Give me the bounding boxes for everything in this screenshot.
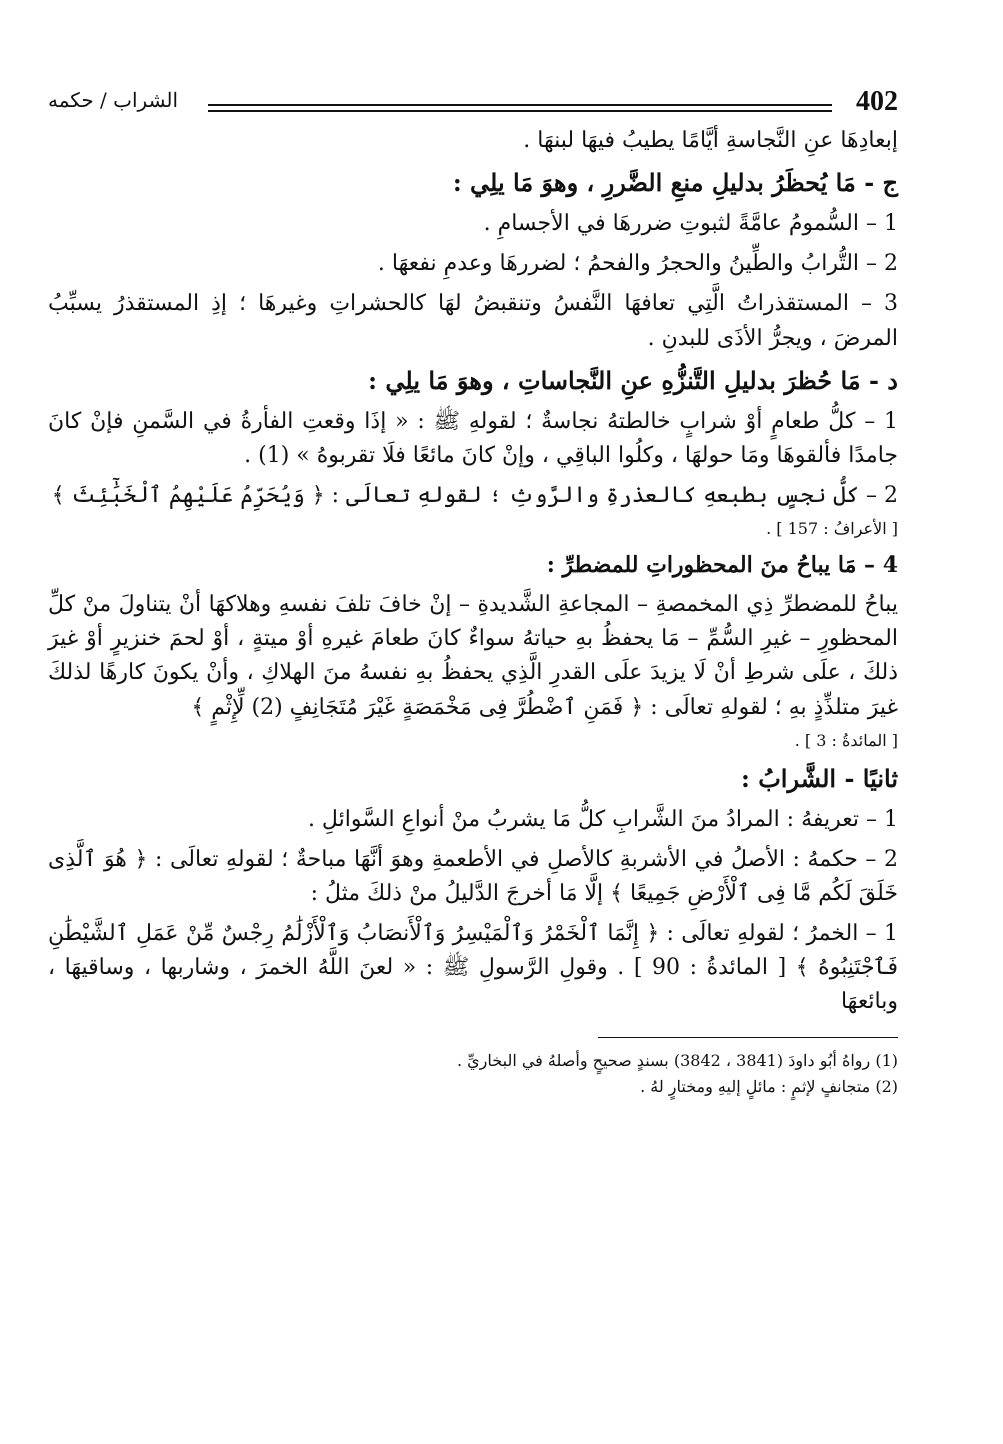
page-number: 402 <box>856 86 898 117</box>
page-body <box>48 124 898 1019</box>
running-head: الشراب / حكمه <box>48 88 179 112</box>
list-item: 1 – السُّمومُ عامَّةً لثبوتِ ضررهَا في الأجسامِ . <box>483 211 898 237</box>
section-heading-drinks: ثانيًا - الشَّرابُ : <box>740 763 898 793</box>
quran-reference: [ المائدةُ : 3 ] . <box>794 730 898 750</box>
list-item: 2 – التُّرابُ والطِّينُ والحجرُ والفحمُ ؛ لضررهَا وعدمِ نفعهَا . <box>377 251 898 277</box>
header-rule <box>208 104 832 112</box>
subsection-heading: 4 – مَا يباحُ منَ المحظوراتِ للمضطرِّ : <box>546 552 898 579</box>
list-item: 2 – كلُّ نجسٍ بطبعهِ كالعذرةِ والرَّوثِ ؛ لقولهِ تعالَى : ﴿ وَيُحَرِّمُ عَلَيْهِمُ ٱلْخَبَٰٓئِثَ ﴾ <box>51 483 898 509</box>
footnote: (1) رواهُ أبُو داودَ (3841 ، 3842) بسندٍ صحيحٍ وأصلهُ في البخاريِّ . <box>456 1051 898 1071</box>
footnote-separator <box>598 1037 898 1038</box>
section-heading-d: د - مَا حُظرَ بدليلِ التَّنزُّهِ عنِ النَّجاساتِ ، وهوَ مَا يلِي : <box>368 365 898 395</box>
quran-reference: [ الأعرافُ : 157 ] . <box>766 519 898 539</box>
list-item: 1 – الخمرُ ؛ لقولهِ تعالَى : ﴿ إِنَّمَا ٱلْخَمْرُ وَٱلْمَيْسِرُ وَٱلْأَنصَابُ وَٱلْأَزْلَٰمُ رِجْسٌ مِّنْ عَمَلِ ٱلشَّيْطَٰنِ فَٱجْتَنِبُوهُ ﴾ [ المائدةُ : 90 ] . وقولِ الرَّسولِ ﷺ : « لعنَ اللَّهُ الخمرَ ، وشاربها ، وساقيهَا ، وبائعهَا <box>48 921 898 1015</box>
footnote: (2) متجانفٍ لإثمٍ : مائلٍ إليهِ ومختارٍ لهُ . <box>640 1076 898 1096</box>
list-item: 1 – تعريفهُ : المرادُ منَ الشَّرابِ كلُّ مَا يشربُ منْ أنواعِ السَّوائلِ . <box>307 806 898 832</box>
page-header <box>48 84 898 124</box>
list-item: 1 – كلُّ طعامٍ أوْ شرابٍ خالطتهُ نجاسةٌ ؛ لقولهِ ﷺ : « إذَا وقعتِ الفأرةُ في السَّمنِ فإنْ كانَ جامدًا فألقوهَا ومَا حولهَا ، وكلُوا الباقِي ، وإنْ كانَ مائعًا فلَا تقربوهُ » (1) . <box>48 408 898 468</box>
body-line: إبعادِهَا عنِ النَّجاسةِ أيَّامًا يطيبُ فيهَا لبنهَا . <box>523 128 898 153</box>
document-page <box>48 84 898 1414</box>
section-heading-c: ج - مَا يُحظَرُ بدليلِ منعِ الضَّررِ ، وهوَ مَا يلِي : <box>452 168 898 198</box>
list-item: 2 – حكمهُ : الأصلُ في الأشربةِ كالأصلِ في الأطعمةِ وهوَ أنَّهَا مباحةٌ ؛ لقولهِ تعالَى : ﴿ هُوَ ٱلَّذِى خَلَقَ لَكُم مَّا فِى ٱلْأَرْضِ جَمِيعًا ﴾ إلَّا مَا أخرجَ الدَّليلُ منْ ذلكَ مثلُ : <box>48 846 898 906</box>
body-paragraph: يباحُ للمضطرِّ ذِي المخمصةِ – المجاعةِ الشَّديدةِ – إنْ خافَ تلفَ نفسهِ وهلاكهَا أنْ يتناولَ منْ كلِّ المحظورِ – غيرِ السُّمِّ – مَا يحفظُ بهِ حياتهُ سواءٌ كانَ طعامَ غيرهِ أوْ ميتةٍ ، أوْ لحمَ خنزيرٍ أوْ غيرَ ذلكَ ، علَى شرطِ أنْ لَا يزيدَ علَى القدرِ الَّذِي يحفظُ بهِ نفسهُ منَ الهلاكِ ، وأنْ يكونَ كارهًا لذلكَ غيرَ متلذِّذٍ بهِ ؛ لقولهِ تعالَى : ﴿ فَمَنِ ٱضْطُرَّ فِى مَخْمَصَةٍ غَيْرَ مُتَجَانِفٍ (2) لِّإِثْمٍ ﴾ <box>48 592 898 720</box>
list-item: 3 – المستقذراتُ الَّتِي تعافهَا النَّفسُ وتنقبضُ لهَا كالحشراتِ وغيرهَا ؛ إذِ المستقذرُ يسبِّبُ المرضَ ، ويجرُّ الأذَى للبدنِ . <box>48 291 898 351</box>
